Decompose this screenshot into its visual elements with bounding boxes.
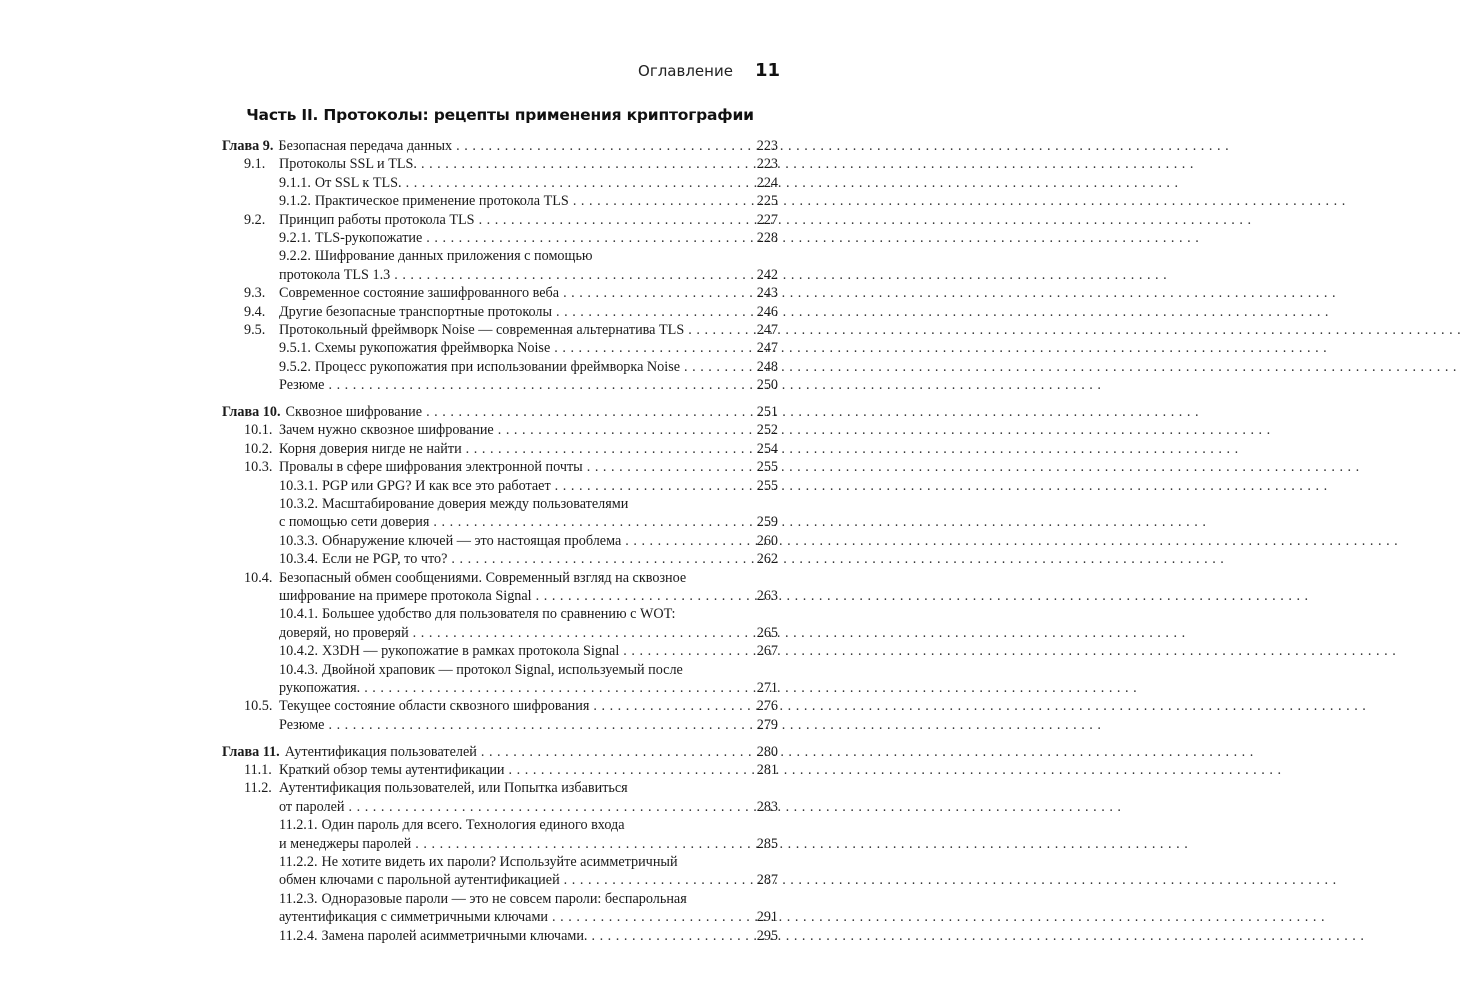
entry-title: Одноразовые пароли — это не совсем пароли: беспарольная xyxy=(321,890,687,907)
entry-page-number: 255 xyxy=(756,459,778,476)
page-number: 11 xyxy=(754,60,780,81)
entry-title: Корня доверия нигде не найти xyxy=(279,440,462,457)
entry-title: От SSL к TLS. xyxy=(314,174,402,191)
dot-leader xyxy=(498,421,750,439)
entry-page-number: 263 xyxy=(756,587,778,604)
toc-entry xyxy=(222,642,778,660)
entry-title: Процесс рукопожатия при использовании фреймворка Noise xyxy=(314,358,681,375)
toc-entry xyxy=(222,421,778,439)
entry-title: и менеджеры паролей xyxy=(279,835,412,852)
dot-leader xyxy=(509,761,750,779)
entry-page-number: 267 xyxy=(756,643,778,660)
dot-leader xyxy=(554,339,750,357)
toc-entry-continuation xyxy=(222,624,778,642)
toc-entry xyxy=(222,211,778,229)
entry-page-number: 227 xyxy=(756,211,778,228)
toc-chapter xyxy=(222,743,778,945)
toc-entry-continuation xyxy=(222,513,778,531)
dot-leader xyxy=(479,211,750,229)
entry-title: доверяй, но проверяй xyxy=(279,624,409,641)
running-head xyxy=(600,60,780,86)
toc-entry xyxy=(222,339,778,357)
dot-leader xyxy=(349,798,750,816)
entry-page-number: 283 xyxy=(756,798,778,815)
toc-entry-continuation xyxy=(222,679,778,697)
entry-number: 11.2.1. xyxy=(279,817,318,834)
entry-number: 10.3. xyxy=(244,459,273,476)
entry-page-number: 242 xyxy=(756,266,778,283)
dot-leader xyxy=(481,743,750,761)
entry-number: 9.5.2. xyxy=(279,358,311,375)
entry-page-number: 228 xyxy=(756,229,778,246)
entry-page-number: 246 xyxy=(756,303,778,320)
toc-entry xyxy=(222,816,778,834)
toc-entry-continuation xyxy=(222,587,778,605)
toc-entry xyxy=(222,853,778,871)
entry-title: Шифрование данных приложения с помощью xyxy=(314,248,593,265)
entry-title: PGP или GPG? И как все это работает xyxy=(322,477,551,494)
entry-title: Протокольный фреймворк Noise — современная альтернатива TLS xyxy=(279,321,685,338)
entry-title: Аутентификация пользователей, или Попытка избавиться xyxy=(279,780,628,797)
dot-leader xyxy=(406,174,750,192)
toc-entry xyxy=(222,458,778,476)
entry-number: 11.2.4. xyxy=(279,927,318,944)
toc-chapter-heading xyxy=(222,137,778,155)
toc-entry xyxy=(222,303,778,321)
entry-number: 9.5. xyxy=(244,321,266,338)
entry-number: 9.1. xyxy=(244,156,266,173)
toc-entry xyxy=(222,716,778,734)
entry-number: 10.5. xyxy=(244,698,273,715)
entry-number: 10.2. xyxy=(244,440,273,457)
entry-page-number: 259 xyxy=(756,514,778,531)
entry-title: Практическое применение протокола TLS xyxy=(314,193,569,210)
entry-number: 9.2. xyxy=(244,211,266,228)
toc-entry-continuation xyxy=(222,798,778,816)
chapter-label: Глава 10. xyxy=(222,404,281,421)
toc-entry xyxy=(222,661,778,679)
toc-entry xyxy=(222,569,778,587)
entry-page-number: 285 xyxy=(756,835,778,852)
dot-leader xyxy=(328,716,750,734)
chapter-label: Глава 11. xyxy=(222,743,280,760)
entry-title: рукопожатия. xyxy=(279,679,361,696)
entry-number: 10.1. xyxy=(244,422,273,439)
dot-leader xyxy=(563,284,750,302)
entry-title: Двойной храповик — протокол Signal, используемый после xyxy=(322,661,683,678)
toc-entry xyxy=(222,761,778,779)
dot-leader xyxy=(623,642,750,660)
toc-entry xyxy=(222,321,778,339)
dot-leader xyxy=(552,908,750,926)
entry-page-number: 225 xyxy=(756,193,778,210)
chapter-page-number: 223 xyxy=(756,138,778,154)
entry-page-number: 271 xyxy=(756,679,778,696)
toc-chapter-heading xyxy=(222,403,778,421)
dot-leader xyxy=(556,303,750,321)
toc-entry-continuation xyxy=(222,266,778,284)
toc-entry xyxy=(222,605,778,623)
toc-chapter xyxy=(222,403,778,734)
toc-entry xyxy=(222,495,778,513)
entry-title: Зачем нужно сквозное шифрование xyxy=(279,422,494,439)
dot-leader xyxy=(625,532,750,550)
entry-page-number: 224 xyxy=(756,174,778,191)
entry-number: 10.4.2. xyxy=(279,643,319,660)
entry-title: Схемы рукопожатия фреймворка Noise xyxy=(314,340,551,357)
entry-title: Провалы в сфере шифрования электронной почты xyxy=(279,459,583,476)
entry-number: 11.2.2. xyxy=(279,854,318,871)
entry-title: Резюме xyxy=(279,716,325,733)
dot-leader xyxy=(426,403,750,421)
part-title: Часть II. Протоколы: рецепты применения криптографии xyxy=(246,106,754,124)
dot-leader xyxy=(587,458,750,476)
chapter-title: Аутентификация пользователей xyxy=(284,743,477,760)
entry-number: 9.3. xyxy=(244,285,266,302)
entry-page-number: 291 xyxy=(756,909,778,926)
toc-entry xyxy=(222,155,778,173)
dot-leader xyxy=(413,624,750,642)
dot-leader xyxy=(684,358,750,376)
toc-chapter-heading xyxy=(222,743,778,761)
entry-number: 10.3.2. xyxy=(279,496,319,513)
entry-title: Большее удобство для пользователя по сравнению с WOT: xyxy=(322,606,676,623)
chapter-label: Глава 9. xyxy=(222,138,274,154)
chapter-title: Сквозное шифрование xyxy=(285,404,423,421)
toc-entry xyxy=(222,174,778,192)
entry-title: Замена паролей асимметричными ключами. xyxy=(321,927,588,944)
entry-number: 9.5.1. xyxy=(279,340,311,357)
entry-page-number: 223 xyxy=(756,156,778,173)
entry-page-number: 287 xyxy=(756,872,778,889)
entry-page-number: 248 xyxy=(756,358,778,375)
entry-title: Масштабирование доверия между пользователями xyxy=(322,496,629,513)
entry-title: TLS-рукопожатие xyxy=(314,229,423,246)
toc-entry xyxy=(222,550,778,568)
entry-page-number: 265 xyxy=(756,624,778,641)
entry-title: с помощью сети доверия xyxy=(279,514,430,531)
toc-entry xyxy=(222,927,778,945)
entry-title: Один пароль для всего. Технология единого входа xyxy=(321,817,625,834)
entry-page-number: 247 xyxy=(756,321,778,338)
entry-number: 9.1.1. xyxy=(279,174,311,191)
toc-entry xyxy=(222,376,778,394)
chapter-page-number: 280 xyxy=(756,743,778,760)
entry-number: 11.2. xyxy=(244,780,272,797)
entry-title: X3DH — рукопожатие в рамках протокола Signal xyxy=(322,643,620,660)
entry-title: обмен ключами с парольной аутентификацией xyxy=(279,872,560,889)
dot-leader xyxy=(364,679,750,697)
dot-leader xyxy=(328,376,750,394)
entry-page-number: 279 xyxy=(756,716,778,733)
dot-leader xyxy=(564,871,750,889)
entry-title: Не хотите видеть их пароли? Используйте асимметричный xyxy=(321,854,678,871)
entry-number: 9.4. xyxy=(244,303,266,320)
entry-page-number: 254 xyxy=(756,440,778,457)
dot-leader xyxy=(421,155,750,173)
entry-title: Протоколы SSL и TLS. xyxy=(279,156,417,173)
entry-title: Безопасный обмен сообщениями. Современный взгляд на сквозное xyxy=(279,569,687,586)
toc-entry-continuation xyxy=(222,908,778,926)
entry-page-number: 260 xyxy=(756,532,778,549)
table-of-contents xyxy=(222,137,778,945)
chapter-title: Безопасная передача данных xyxy=(278,138,453,154)
entry-page-number: 243 xyxy=(756,285,778,302)
dot-leader xyxy=(536,587,750,605)
entry-title: протокола TLS 1.3 xyxy=(279,266,391,283)
entry-number: 10.4.3. xyxy=(279,661,319,678)
entry-number: 10.3.4. xyxy=(279,551,319,568)
entry-title: Краткий обзор темы аутентификации xyxy=(279,762,505,779)
dot-leader xyxy=(573,192,750,210)
entry-number: 11.2.3. xyxy=(279,890,318,907)
entry-page-number: 252 xyxy=(756,422,778,439)
dot-leader xyxy=(466,440,750,458)
dot-leader xyxy=(415,835,750,853)
toc-entry xyxy=(222,192,778,210)
dot-leader xyxy=(456,137,750,155)
dot-leader xyxy=(593,697,750,715)
toc-entry xyxy=(222,358,778,376)
toc-entry xyxy=(222,779,778,797)
entry-page-number: 262 xyxy=(756,551,778,568)
entry-title: Обнаружение ключей — это настоящая проблема xyxy=(322,532,622,549)
dot-leader xyxy=(555,477,750,495)
entry-page-number: 255 xyxy=(756,477,778,494)
dot-leader xyxy=(451,550,750,568)
entry-page-number: 295 xyxy=(756,927,778,944)
entry-title: Текущее состояние области сквозного шифрования xyxy=(279,698,590,715)
chapter-page-number: 251 xyxy=(756,404,778,421)
entry-page-number: 281 xyxy=(756,762,778,779)
entry-title: Современное состояние зашифрованного веба xyxy=(279,285,560,302)
dot-leader xyxy=(591,927,750,945)
entry-title: от паролей xyxy=(279,798,345,815)
toc-entry xyxy=(222,890,778,908)
entry-number: 10.4. xyxy=(244,569,273,586)
toc-entry xyxy=(222,477,778,495)
entry-number: 9.2.1. xyxy=(279,229,311,246)
entry-page-number: 247 xyxy=(756,340,778,357)
toc-entry xyxy=(222,697,778,715)
entry-number: 10.4.1. xyxy=(279,606,319,623)
entry-number: 9.2.2. xyxy=(279,248,311,265)
dot-leader xyxy=(394,266,750,284)
entry-title: аутентификация с симметричными ключами xyxy=(279,909,549,926)
running-head-title: Оглавление xyxy=(638,62,733,80)
toc-entry xyxy=(222,532,778,550)
toc-chapter xyxy=(222,137,778,394)
toc-entry xyxy=(222,284,778,302)
entry-number: 10.3.3. xyxy=(279,532,319,549)
entry-title: шифрование на примере протокола Signal xyxy=(279,587,532,604)
toc-entry xyxy=(222,440,778,458)
entry-page-number: 276 xyxy=(756,698,778,715)
toc-entry xyxy=(222,229,778,247)
entry-number: 10.3.1. xyxy=(279,477,319,494)
entry-page-number: 250 xyxy=(756,377,778,394)
entry-title: Другие безопасные транспортные протоколы xyxy=(279,303,553,320)
toc-entry-continuation xyxy=(222,835,778,853)
entry-number: 9.1.2. xyxy=(279,193,311,210)
entry-number: 11.1. xyxy=(244,762,272,779)
dot-leader xyxy=(688,321,750,339)
entry-title: Принцип работы протокола TLS xyxy=(279,211,475,228)
dot-leader xyxy=(426,229,750,247)
entry-title: Если не PGP, то что? xyxy=(322,551,448,568)
toc-entry-continuation xyxy=(222,871,778,889)
dot-leader xyxy=(433,513,750,531)
entry-title: Резюме xyxy=(279,377,325,394)
toc-entry xyxy=(222,247,778,265)
